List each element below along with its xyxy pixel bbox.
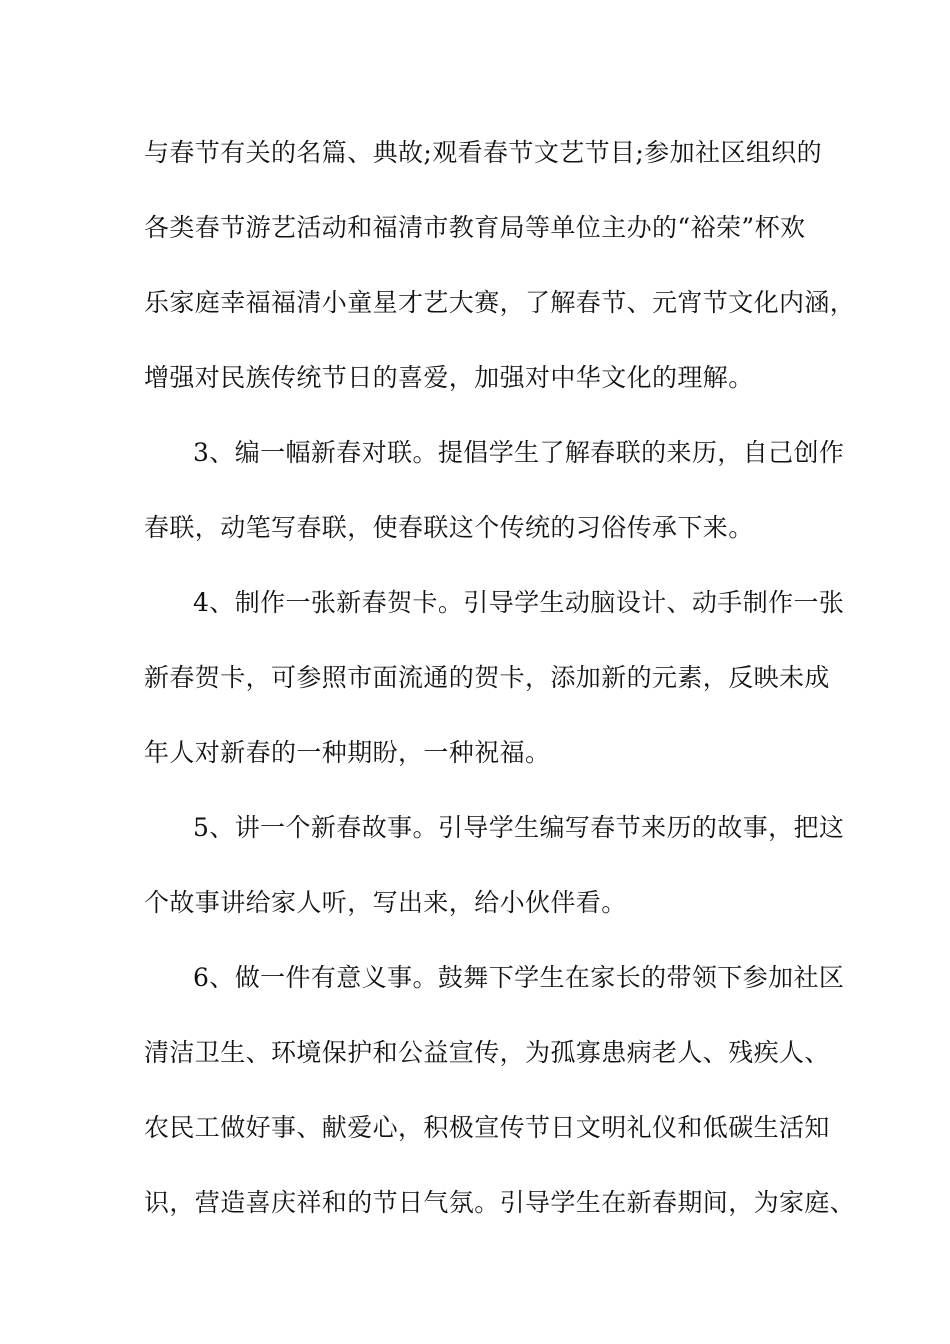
text-line-6: 春联，动笔写春联，使春联这个传统的习俗传承下来。 [144,513,754,542]
text-line-4: 增强对民族传统节日的喜爱，加强对中华文化的理解。 [144,363,754,392]
text-line-10: 5、讲一个新春故事。引导学生编写春节来历的故事，把这 [193,813,845,842]
text-line-14: 农民工做好事、献爱心，积极宣传节日文明礼仪和低碳生活知 [144,1113,830,1142]
text-line-2: 各类春节游艺活动和福清市教育局等单位主办的“裕荣”杯欢 [144,213,806,242]
text-line-1: 与春节有关的名篇、典故;观看春节文艺节目;参加社区组织的 [144,138,823,167]
text-line-11: 个故事讲给家人听，写出来，给小伙伴看。 [144,888,627,917]
text-line-15: 识，营造喜庆祥和的节日气氛。引导学生在新春期间，为家庭、 [144,1188,856,1217]
text-line-3: 乐家庭幸福福清小童星才艺大赛，了解春节、元宵节文化内涵， [144,288,856,317]
text-line-8: 新春贺卡，可参照市面流通的贺卡，添加新的元素，反映未成 [144,663,830,692]
text-line-7: 4、制作一张新春贺卡。引导学生动脑设计、动手制作一张 [193,588,845,617]
text-line-12: 6、做一件有意义事。鼓舞下学生在家长的带领下参加社区 [193,963,845,992]
text-line-5: 3、编一幅新春对联。提倡学生了解春联的来历，自己创作 [193,438,845,467]
text-line-9: 年人对新春的一种期盼，一种祝福。 [144,738,551,767]
text-line-13: 清洁卫生、环境保护和公益宣传，为孤寡患病老人、残疾人、 [144,1038,830,1067]
